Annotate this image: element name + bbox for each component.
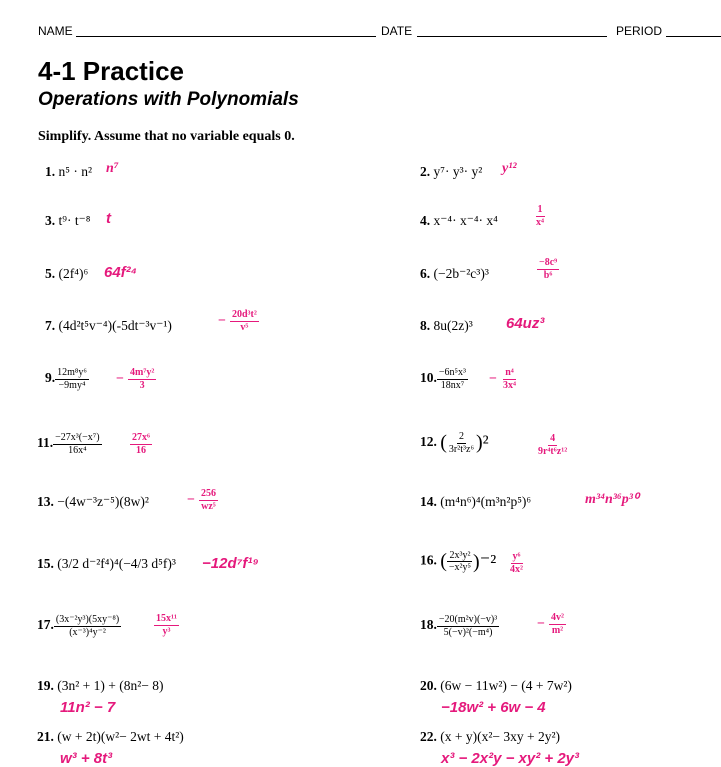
period-field[interactable] (666, 36, 721, 37)
problem-12: 12. ( $\frac{2}{\text{3r²t³z⁶}}$ )² (420, 431, 489, 455)
instructions: Simplify. Assume that no variable equals 0. (38, 129, 295, 144)
answer-18: − $\frac{\text{4v²}}{\text{m²}}$ (537, 612, 564, 636)
problem-13: 13. −(4w⁻³z⁻⁵)(8w)² (37, 494, 149, 509)
problem-11: 11. $\frac{\text{−27x³(−x⁷)}}{\text{16x⁴}}$ (37, 432, 100, 456)
answer-17: $\frac{\text{15x¹¹}}{\text{y³}}$ (156, 613, 177, 637)
answer-1: n⁷ (106, 161, 119, 176)
problem-8: 8. 8u(2z)³ (420, 318, 473, 333)
answer-19: 11n² − 7 (60, 699, 116, 716)
date-label: DATE (381, 24, 413, 38)
problem-17: 17. $\frac{\text{(3x⁻²y³)(5xy⁻⁸)}}{\text{(x⁻³)⁴y⁻²}}$ (37, 614, 120, 638)
period-label: PERIOD (616, 24, 663, 38)
problem-14: 14. (m⁴n⁶)⁴(m³n²p⁵)⁶ (420, 494, 532, 509)
answer-3: t (106, 210, 111, 227)
problem-6: 6. (−2b⁻²c³)³ (420, 266, 489, 281)
problem-9: 9. $\frac{\text{12m⁸y⁶}}{\text{−9my⁴}}$ (45, 367, 87, 391)
problem-15: 15. (3/2 d⁻²f⁴)⁴(−4/3 d⁵f)³ (37, 556, 176, 571)
problem-22: 22. (x + y)(x²− 3xy + 2y²) (420, 729, 561, 744)
answer-5: 64f²⁴ (104, 264, 138, 281)
answer-21: w³ + 8t³ (60, 750, 113, 767)
answer-2: y¹² (502, 161, 517, 176)
problem-20: 20. (6w − 11w²) − (4 + 7w²) (420, 678, 572, 693)
date-field[interactable] (417, 36, 607, 37)
problem-16: 16. ( $\frac{\text{2x³y²}}{\text{−x²y⁵}}$ )⁻² (420, 549, 497, 573)
answer-13: − $\frac{256}{\text{wz⁵}}$ (187, 488, 216, 512)
answer-8: 64uz³ (506, 315, 545, 332)
answer-9: − $\frac{\text{4m⁷y²}}{3}$ (116, 367, 155, 391)
problem-21: 21. (w + 2t)(w²− 2wt + 4t²) (37, 729, 184, 744)
answer-15: −12d⁷f¹⁹ (202, 555, 259, 572)
answer-7: − $\frac{\text{20d³t²}}{\text{v⁵}}$ (218, 309, 257, 333)
problem-2: 2. y⁷· y³· y² (420, 164, 483, 179)
problem-5: 5. (2f⁴)⁶ (45, 266, 89, 281)
problem-3: 3. t⁹· t⁻⁸ (45, 213, 91, 228)
answer-6: $\frac{\text{−8c⁹}}{\text{b⁶}}$ (539, 257, 558, 281)
answer-4: $\frac{1}{\text{x⁴}}$ (536, 204, 544, 228)
problem-10: 10. $\frac{\text{−6n⁵x³}}{\text{18nx⁷}}$ (420, 367, 466, 391)
name-label: NAME (38, 24, 73, 38)
problem-1: 1. n⁵ · n² (45, 164, 92, 179)
answer-20: −18w² + 6w − 4 (441, 699, 546, 716)
problem-7: 7. (4d²t⁵v⁻⁴)(-5dt⁻³v⁻¹) (45, 318, 172, 333)
problem-4: 4. x⁻⁴· x⁻⁴· x⁴ (420, 213, 498, 228)
answer-11: $\frac{\text{27x⁶}}{16}$ (132, 432, 150, 456)
answer-10: − $\frac{\text{n⁴}}{\text{3x⁴}}$ (489, 367, 516, 391)
answer-16: $\frac{\text{y⁶}}{\text{4x²}}$ (510, 551, 523, 575)
problem-19: 19. (3n² + 1) + (8n²− 8) (37, 678, 164, 693)
name-field[interactable] (76, 36, 376, 37)
answer-22: x³ − 2x²y − xy² + 2y³ (441, 750, 580, 767)
answer-12: $\frac{4}{\text{9r⁴t⁶z¹²}}$ (538, 433, 568, 457)
page-subtitle: Operations with Polynomials (38, 89, 299, 110)
answer-14: m³⁴n³⁶p³⁰ (585, 492, 639, 507)
problem-18: 18. $\frac{\text{−20(m²v)(−v)³}}{\text{5(−v)²(−m⁴)}}$ (420, 614, 498, 638)
page-title: 4-1 Practice (38, 56, 184, 86)
